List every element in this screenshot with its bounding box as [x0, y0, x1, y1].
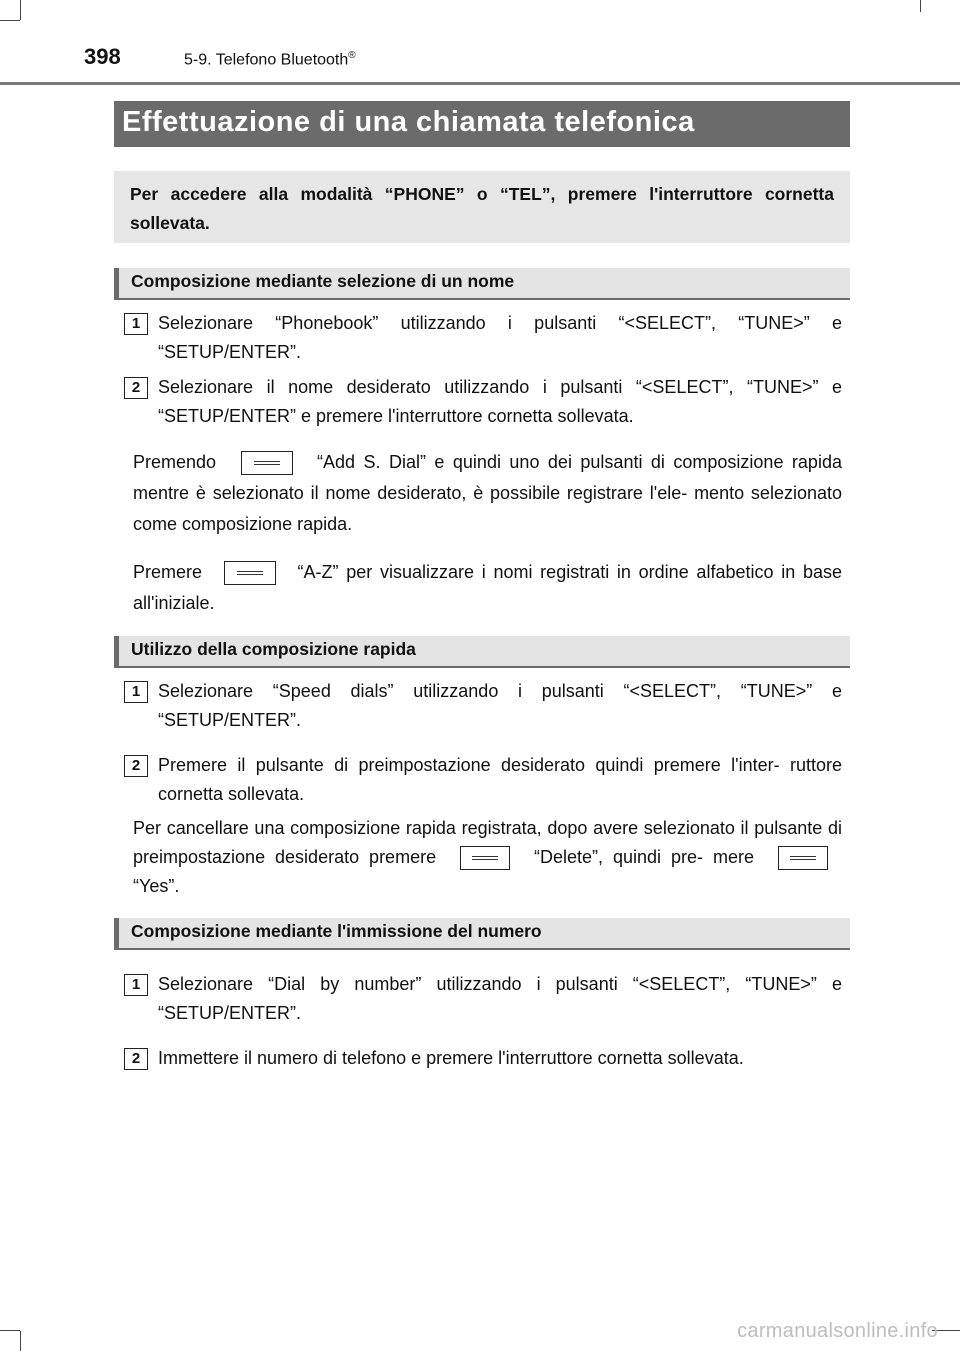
note-text: Premere [133, 562, 203, 582]
step-text: Premere il pulsante di preimpostazione desiderato quindi premere l'inter- ruttore cornetta sollevata. [158, 755, 842, 804]
step-text: Immettere il numero di telefono e premere l'interruttore cornetta sollevata. [158, 1048, 744, 1068]
soft-key-icon [460, 846, 510, 870]
header-divider [0, 82, 960, 85]
soft-key-icon [241, 451, 293, 475]
section-heading-number-dial: Composizione mediante l'immissione del numero [114, 918, 850, 950]
note-paragraph [133, 447, 842, 540]
watermark: carmanualsonline.info [737, 1320, 938, 1342]
crop-mark [20, 1331, 21, 1351]
crop-mark [920, 0, 921, 12]
note-text: “Delete”, quindi pre- mere [534, 847, 754, 867]
step-text: Selezionare “Dial by number” utilizzando i pulsanti “<SELECT”, “TUNE>” e “SETUP/ENTER”. [158, 974, 842, 1023]
step-text: Selezionare “Speed dials” utilizzando i pulsanti “<SELECT”, “TUNE>” e “SETUP/ENTER”. [158, 681, 842, 730]
note-paragraph [133, 814, 842, 901]
soft-key-icon [778, 846, 828, 870]
page-title: Effettuazione di una chiamata telefonica [114, 101, 850, 147]
chapter-title [184, 50, 356, 69]
section-heading-speed-dial: Utilizzo della composizione rapida [114, 636, 850, 668]
crop-mark [20, 0, 21, 20]
note-text: “A-Z” per visualizzare i nomi registrati in ordine alfabetico in base all'iniziale. [133, 562, 842, 613]
note-text: Per cancellare una composizione rapida registrata, dopo avere selezionato il pulsante di preimpostazione desiderato premere [133, 818, 842, 867]
note-text: “Yes”. [133, 876, 180, 896]
intro-box: Per accedere alla modalità “PHONE” o “TEL”, premere l'interruttore cornetta sollevata. [114, 171, 850, 243]
note-text: “Add S. Dial” e quindi uno dei pulsanti di composizione rapida mentre è selezionato il nome desiderato, è possibile registrare l'ele- mento selezionato come composizione rapida. [133, 452, 842, 534]
page-number: 398 [84, 44, 121, 69]
step-number: 2 [124, 1048, 148, 1070]
chapter-label: 5-9. Telefono Bluetooth [184, 51, 349, 69]
step-number: 2 [124, 755, 148, 777]
crop-mark [0, 1330, 20, 1331]
step-text: Selezionare “Phonebook” utilizzando i pulsanti “<SELECT”, “TUNE>” e “SETUP/ENTER”. [158, 313, 842, 362]
step-number: 1 [124, 313, 148, 335]
registered-mark: ® [348, 50, 356, 61]
step-number: 1 [124, 974, 148, 996]
soft-key-icon [224, 561, 276, 585]
note-text: Premendo [133, 452, 217, 472]
section-heading-name-dial: Composizione mediante selezione di un nome [114, 268, 850, 300]
step-number: 2 [124, 377, 148, 399]
crop-mark [0, 20, 20, 21]
step-number: 1 [124, 681, 148, 703]
step-text: Selezionare il nome desiderato utilizzando i pulsanti “<SELECT”, “TUNE>” e “SETUP/ENTER” e premere l'interruttore cornetta sollevata. [158, 377, 842, 426]
note-paragraph [133, 557, 842, 619]
